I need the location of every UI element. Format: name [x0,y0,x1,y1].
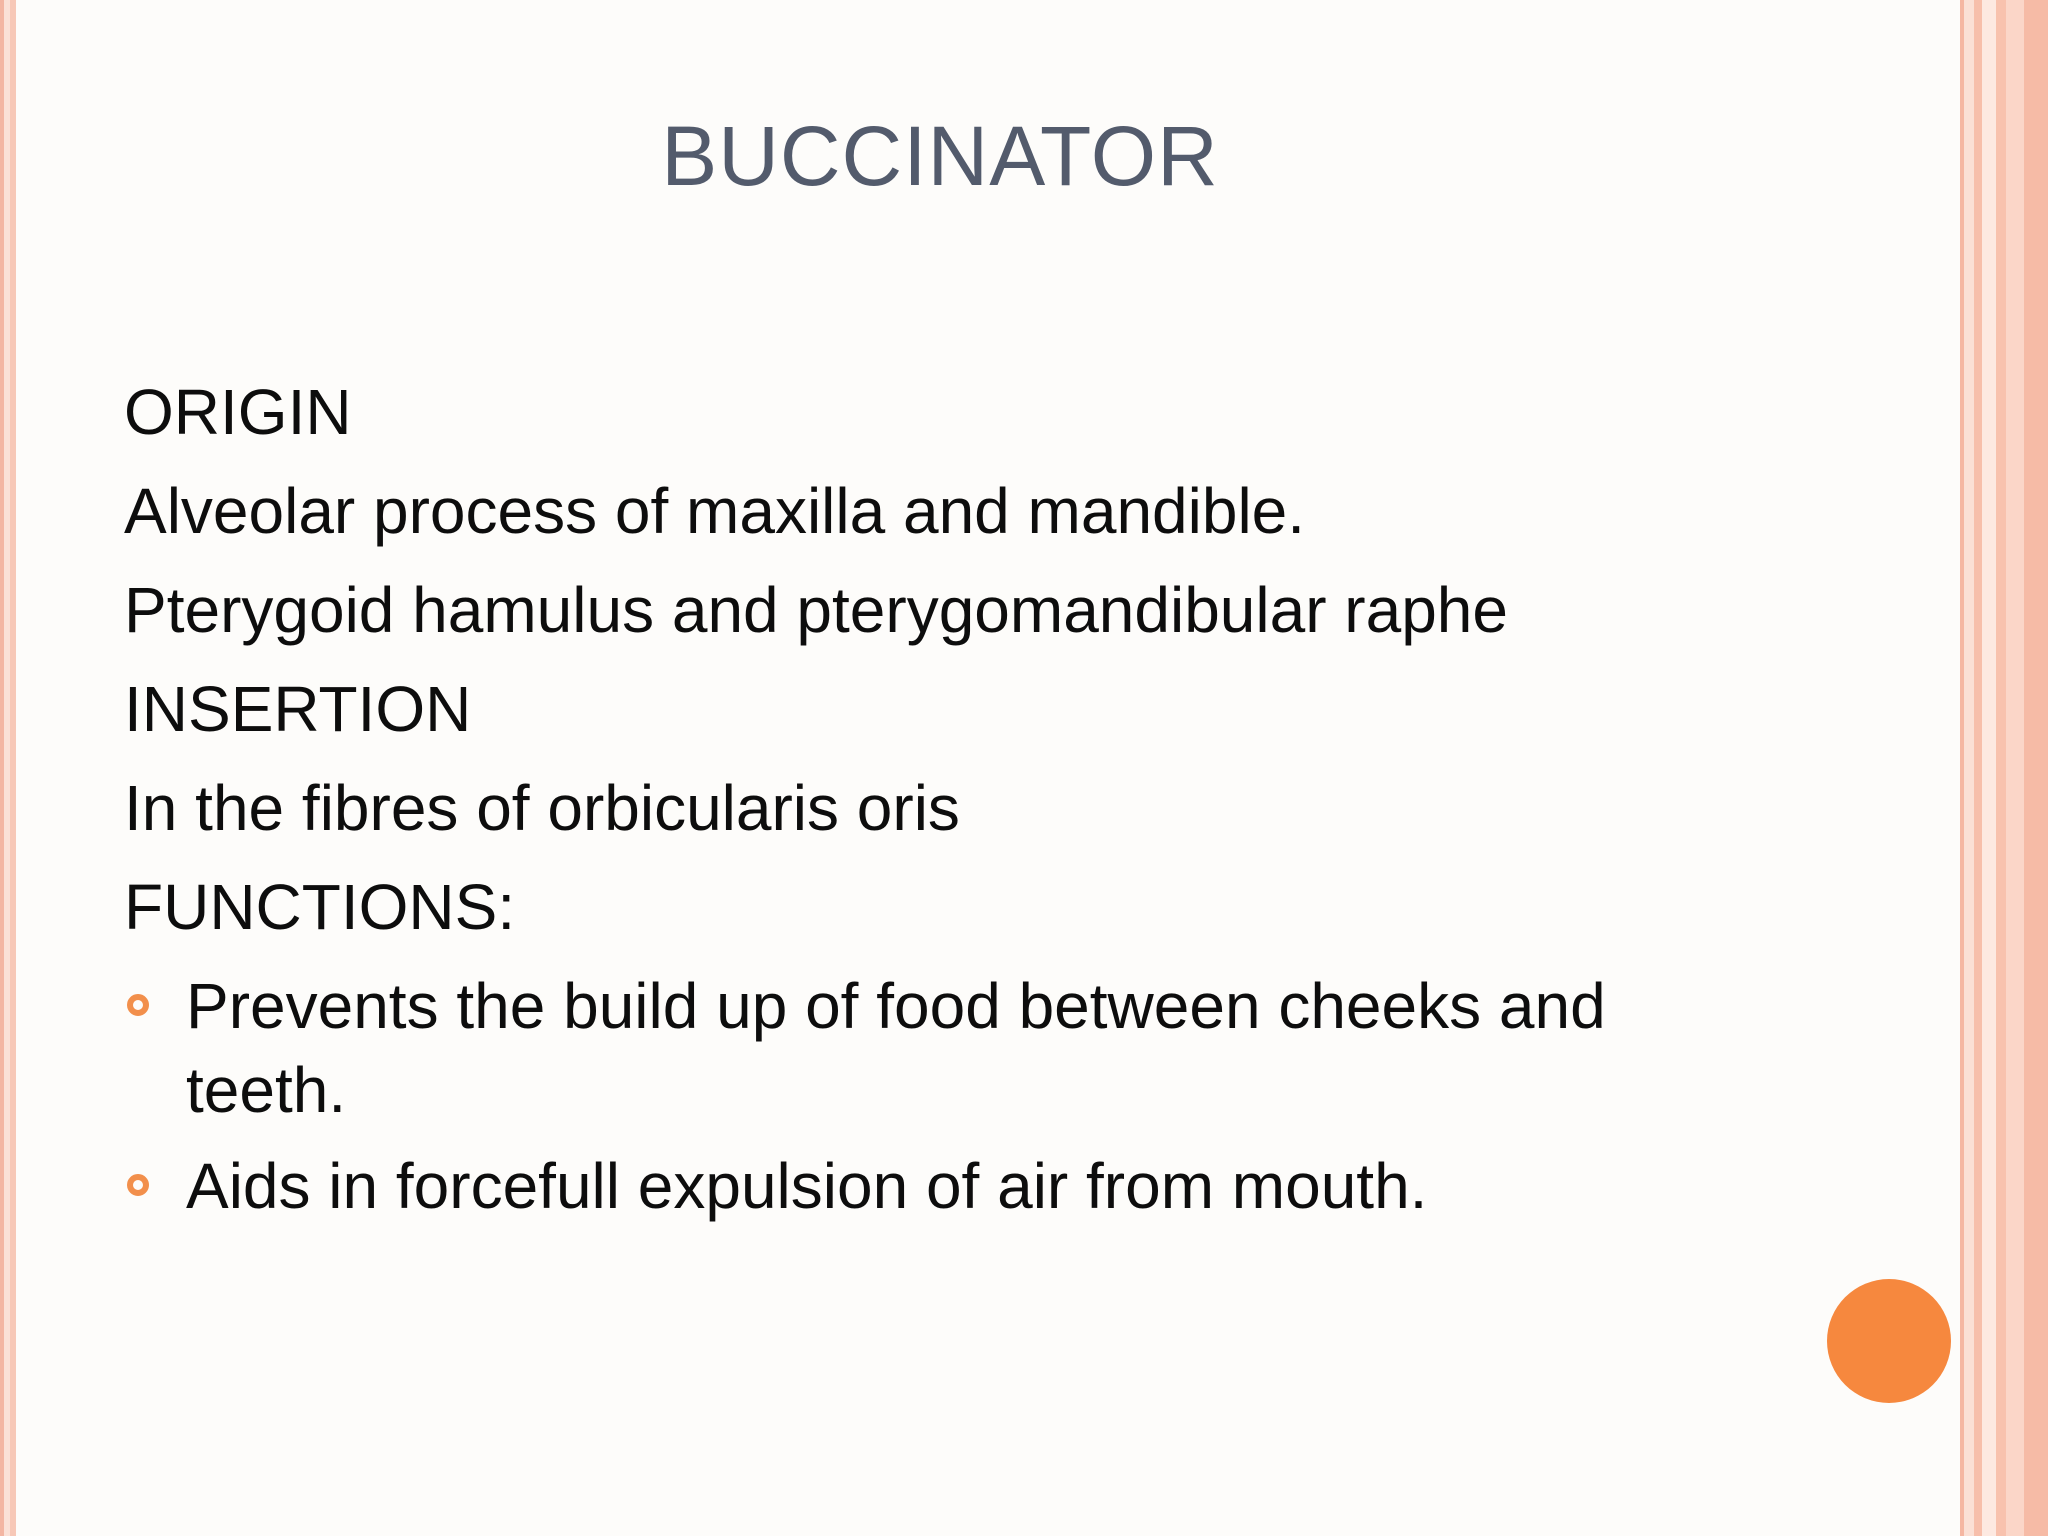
heading-functions: FUNCTIONS: [124,871,516,943]
right-border-stripes [1960,0,2048,1536]
left-border-stripe [0,0,16,1536]
origin-line-1: Alveolar process of maxilla and mandible. [124,475,1306,547]
bullet-item [124,1144,1784,1228]
bullet-circle-icon [127,994,149,1016]
bullet-circle-icon [127,1174,149,1196]
insertion-line: In the fibres of orbicularis oris [124,772,960,844]
bullet-text: Prevents the build up of food between cheeks and teeth. [186,970,1606,1126]
slide-body [124,370,1784,1240]
heading-insertion: INSERTION [124,673,472,745]
bullet-item [124,964,1726,1132]
heading-origin: ORIGIN [124,376,352,448]
orange-circle-decoration [1827,1279,1951,1403]
bullet-text: Aids in forcefull expulsion of air from mouth. [186,1150,1428,1222]
slide-title: BUCCINATOR [661,109,1219,203]
origin-line-2: Pterygoid hamulus and pterygomandibular raphe [124,574,1508,646]
